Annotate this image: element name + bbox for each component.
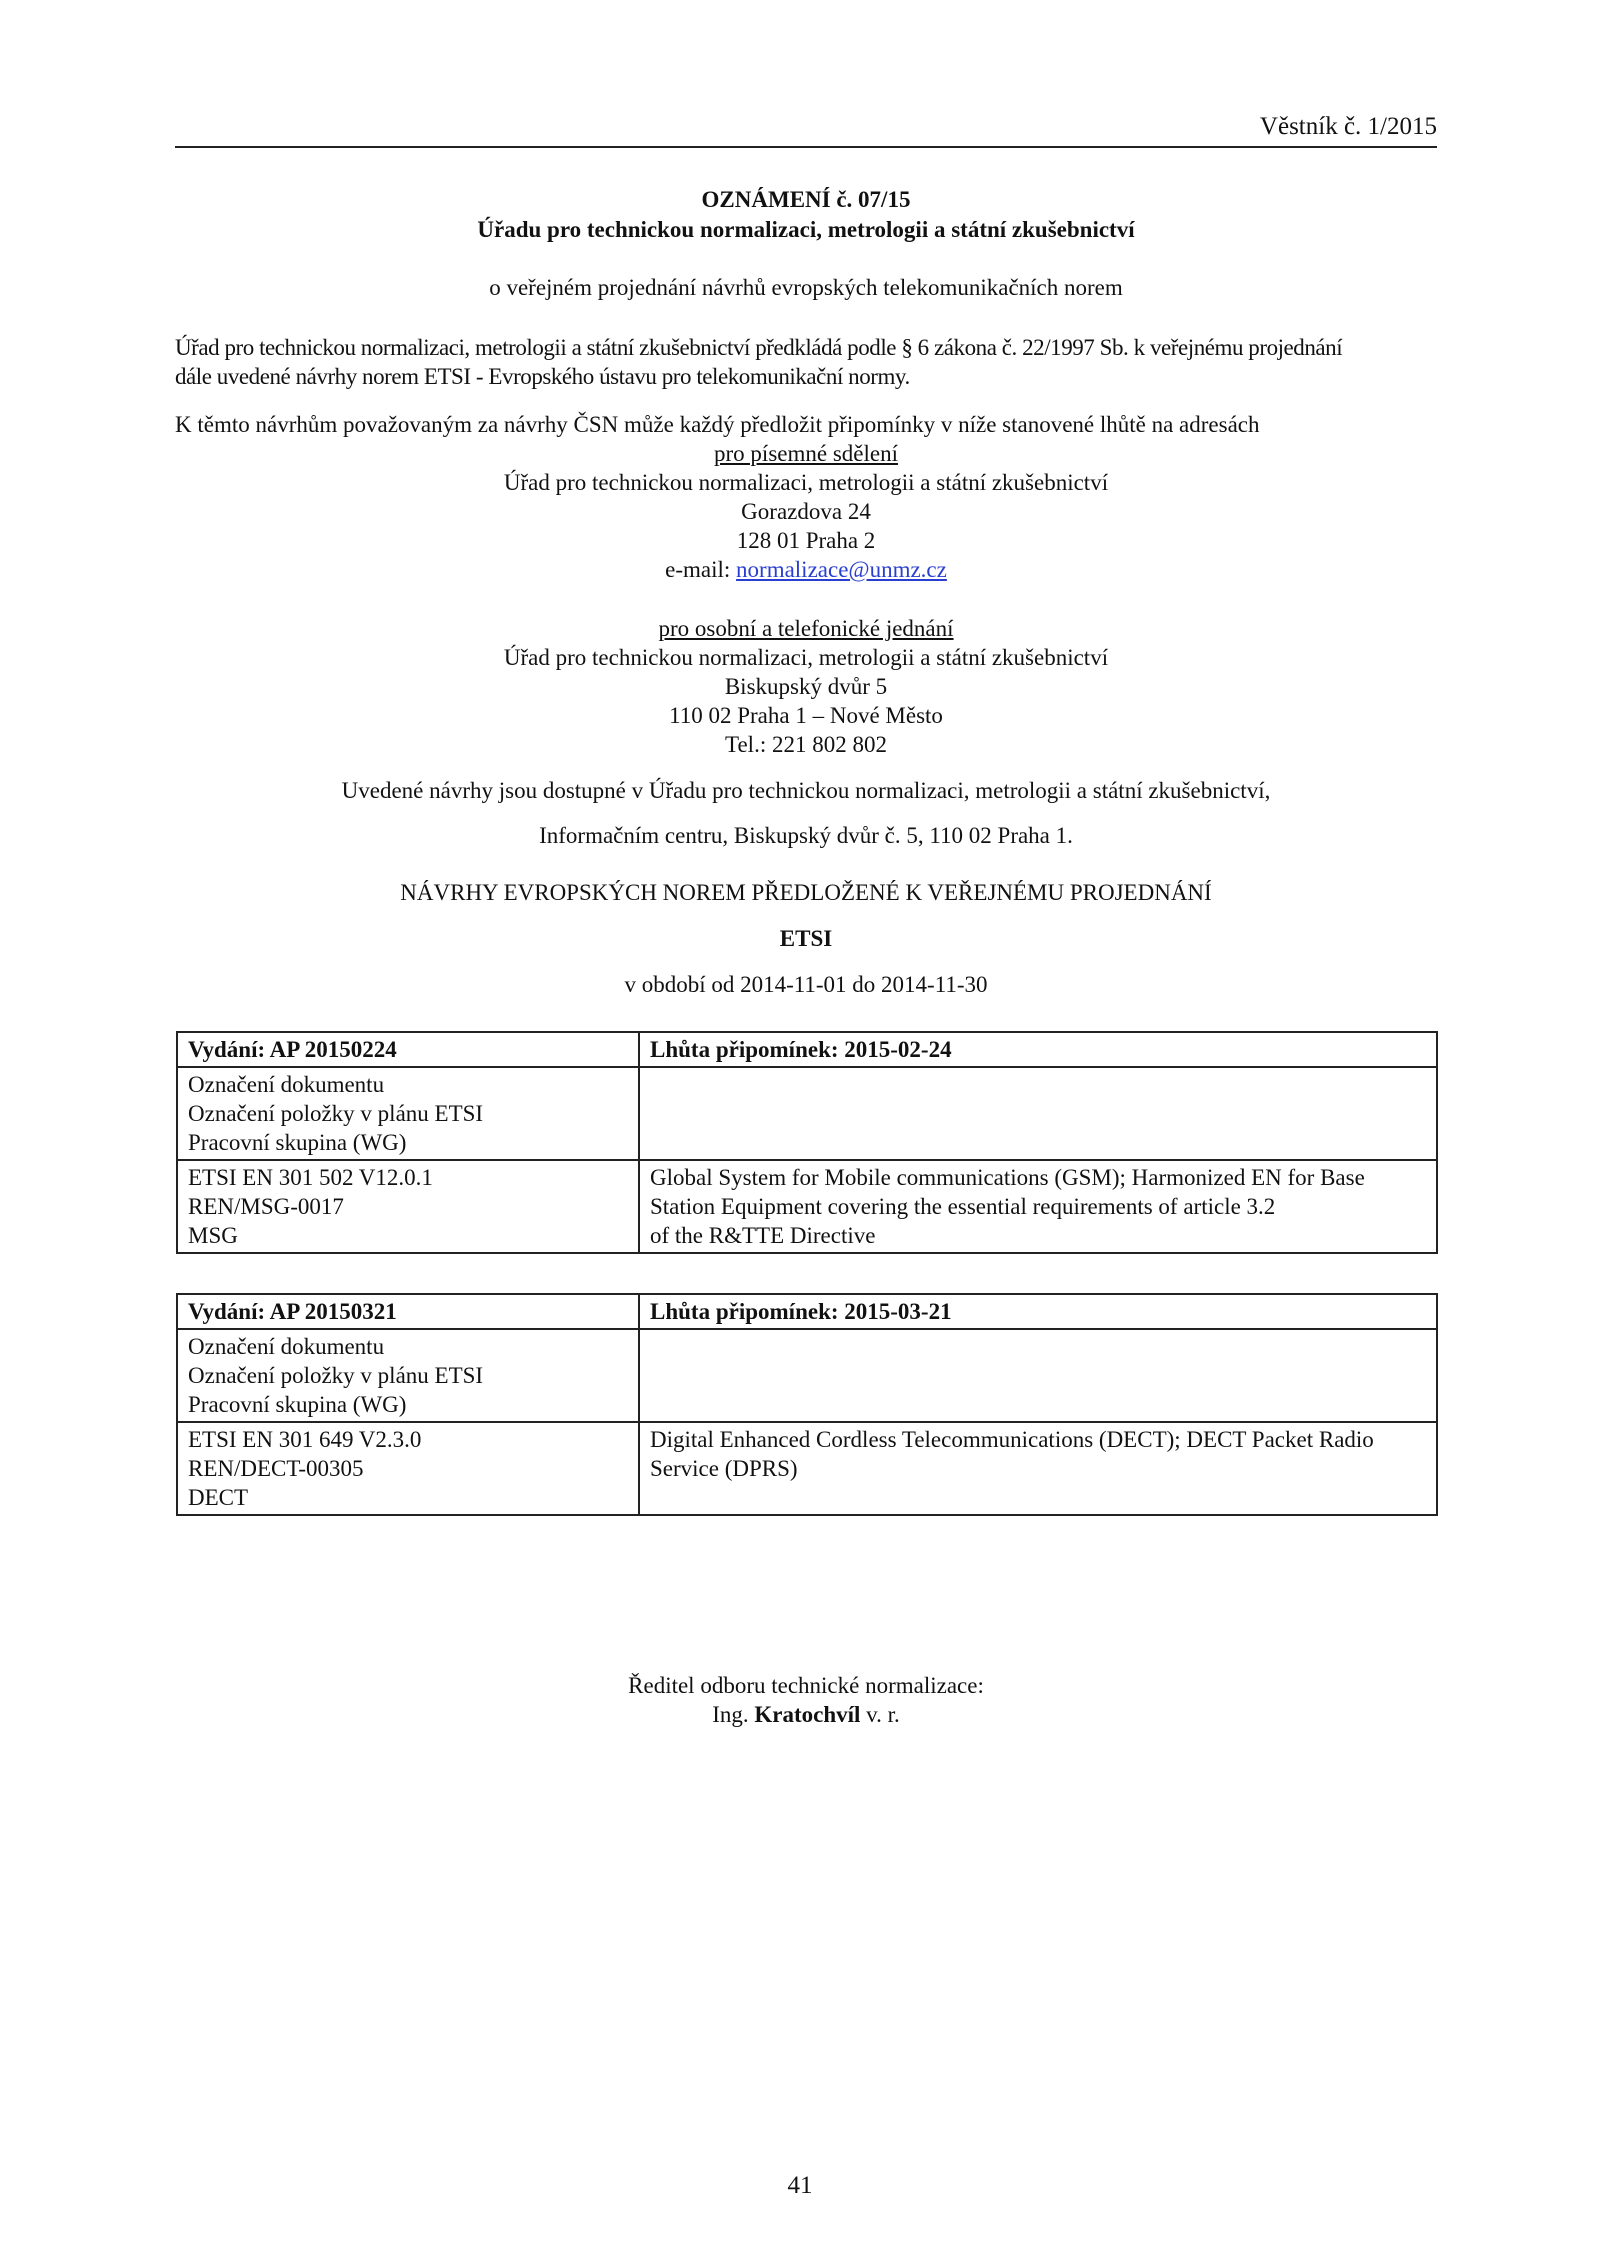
email-link[interactable]: normalizace@unmz.cz	[736, 557, 947, 582]
document-id: ETSI EN 301 649 V2.3.0	[188, 1427, 422, 1452]
signature-suffix: v. r.	[860, 1702, 900, 1727]
table-row	[177, 1160, 1437, 1253]
written-email-line	[175, 555, 1437, 584]
deadline-cell: Lhůta připomínek: 2015-02-24	[639, 1032, 1437, 1067]
personal-heading: pro osobní a telefonické jednání	[658, 616, 954, 641]
values-cell	[177, 1160, 639, 1253]
personal-contact	[175, 614, 1437, 759]
labels-cell	[177, 1067, 639, 1160]
written-contact	[175, 439, 1437, 584]
label-document-id: Označení dokumentu	[188, 1334, 385, 1359]
page-header	[175, 110, 1437, 148]
empty-cell	[639, 1329, 1437, 1422]
journal-issue: Věstník č. 1/2015	[1259, 113, 1437, 140]
labels-cell	[177, 1329, 639, 1422]
intro-line-2: dále uvedené návrhy norem ETSI - Evropského ústavu pro telekomunikační normy.	[175, 364, 910, 389]
section-org: ETSI	[779, 926, 833, 951]
table-labels-row	[177, 1329, 1437, 1422]
personal-street: Biskupský dvůr 5	[724, 674, 888, 699]
signature-prefix: Ing.	[712, 1702, 755, 1727]
table-labels-row	[177, 1067, 1437, 1160]
written-city: 128 01 Praha 2	[736, 528, 876, 553]
personal-org: Úřad pro technickou normalizaci, metrologii a státní zkušebnictví	[503, 645, 1109, 670]
label-plan-item: Označení položky v plánu ETSI	[188, 1101, 484, 1126]
table-row	[177, 1422, 1437, 1515]
working-group: DECT	[188, 1485, 249, 1510]
issue-cell: Vydání: AP 20150224	[177, 1032, 639, 1067]
signature-block	[175, 1671, 1437, 1729]
personal-city: 110 02 Praha 1 – Nové Město	[669, 703, 943, 728]
standards-table-1	[176, 1031, 1438, 1254]
values-cell	[177, 1422, 639, 1515]
description-line: Global System for Mobile communications (GSM); Harmonized EN for Base	[650, 1165, 1365, 1190]
written-street: Gorazdova 24	[741, 499, 871, 524]
announcement-number: OZNÁMENÍ č. 07/15	[701, 187, 911, 212]
label-working-group: Pracovní skupina (WG)	[188, 1130, 407, 1155]
working-group: MSG	[188, 1223, 238, 1248]
table-header-row	[177, 1032, 1437, 1067]
page-number: 41	[787, 2172, 813, 2199]
comments-intro: K těmto návrhům považovaným za návrhy ČSN může každý předložit připomínky v níže stanovené lhůtě na adresách	[175, 412, 1260, 437]
availability-line-1: Uvedené návrhy jsou dostupné v Úřadu pro technickou normalizaci, metrologii a státní zkušebnictví,	[341, 778, 1271, 803]
standards-table-2	[176, 1293, 1438, 1516]
document-id: ETSI EN 301 502 V12.0.1	[188, 1165, 433, 1190]
signature-role: Ředitel odboru technické normalizace:	[628, 1673, 984, 1698]
deadline-cell: Lhůta připomínek: 2015-03-21	[639, 1294, 1437, 1329]
written-org: Úřad pro technickou normalizaci, metrologii a státní zkušebnictví	[503, 470, 1109, 495]
personal-phone: Tel.: 221 802 802	[725, 732, 887, 757]
intro-paragraph	[175, 333, 1437, 391]
description-cell	[639, 1422, 1437, 1515]
written-heading: pro písemné sdělení	[714, 441, 898, 466]
signature-name-line	[175, 1700, 1437, 1729]
announcement-title	[175, 185, 1437, 245]
intro-line-1: Úřad pro technickou normalizaci, metrologii a státní zkušebnictví předkládá podle § 6 zákona č. 22/1997 Sb. k veřejnému projednání	[175, 335, 1343, 360]
section-heading: NÁVRHY EVROPSKÝCH NOREM PŘEDLOŽENÉ K VEŘEJNÉMU PROJEDNÁNÍ	[400, 880, 1212, 905]
table-header-row	[177, 1294, 1437, 1329]
section-period: v období od 2014-11-01 do 2014-11-30	[624, 972, 988, 997]
label-document-id: Označení dokumentu	[188, 1072, 385, 1097]
description-line: Station Equipment covering the essential requirements of article 3.2	[650, 1194, 1276, 1219]
plan-item: REN/MSG-0017	[188, 1194, 344, 1219]
issue-cell: Vydání: AP 20150321	[177, 1294, 639, 1329]
description-line: Service (DPRS)	[650, 1456, 798, 1481]
description-cell	[639, 1160, 1437, 1253]
description-line: of the R&TTE Directive	[650, 1223, 876, 1248]
issuing-office: Úřadu pro technickou normalizaci, metrologii a státní zkušebnictví	[477, 217, 1135, 242]
signature-name: Kratochvíl	[754, 1702, 861, 1727]
availability-line-2: Informačním centru, Biskupský dvůr č. 5, 110 02 Praha 1.	[539, 823, 1073, 848]
description-line: Digital Enhanced Cordless Telecommunications (DECT); DECT Packet Radio	[650, 1427, 1374, 1452]
plan-item: REN/DECT-00305	[188, 1456, 364, 1481]
empty-cell	[639, 1067, 1437, 1160]
announcement-subtitle: o veřejném projednání návrhů evropských telekomunikačních norem	[489, 275, 1123, 300]
label-plan-item: Označení položky v plánu ETSI	[188, 1363, 484, 1388]
email-label: e-mail:	[665, 557, 737, 582]
label-working-group: Pracovní skupina (WG)	[188, 1392, 407, 1417]
